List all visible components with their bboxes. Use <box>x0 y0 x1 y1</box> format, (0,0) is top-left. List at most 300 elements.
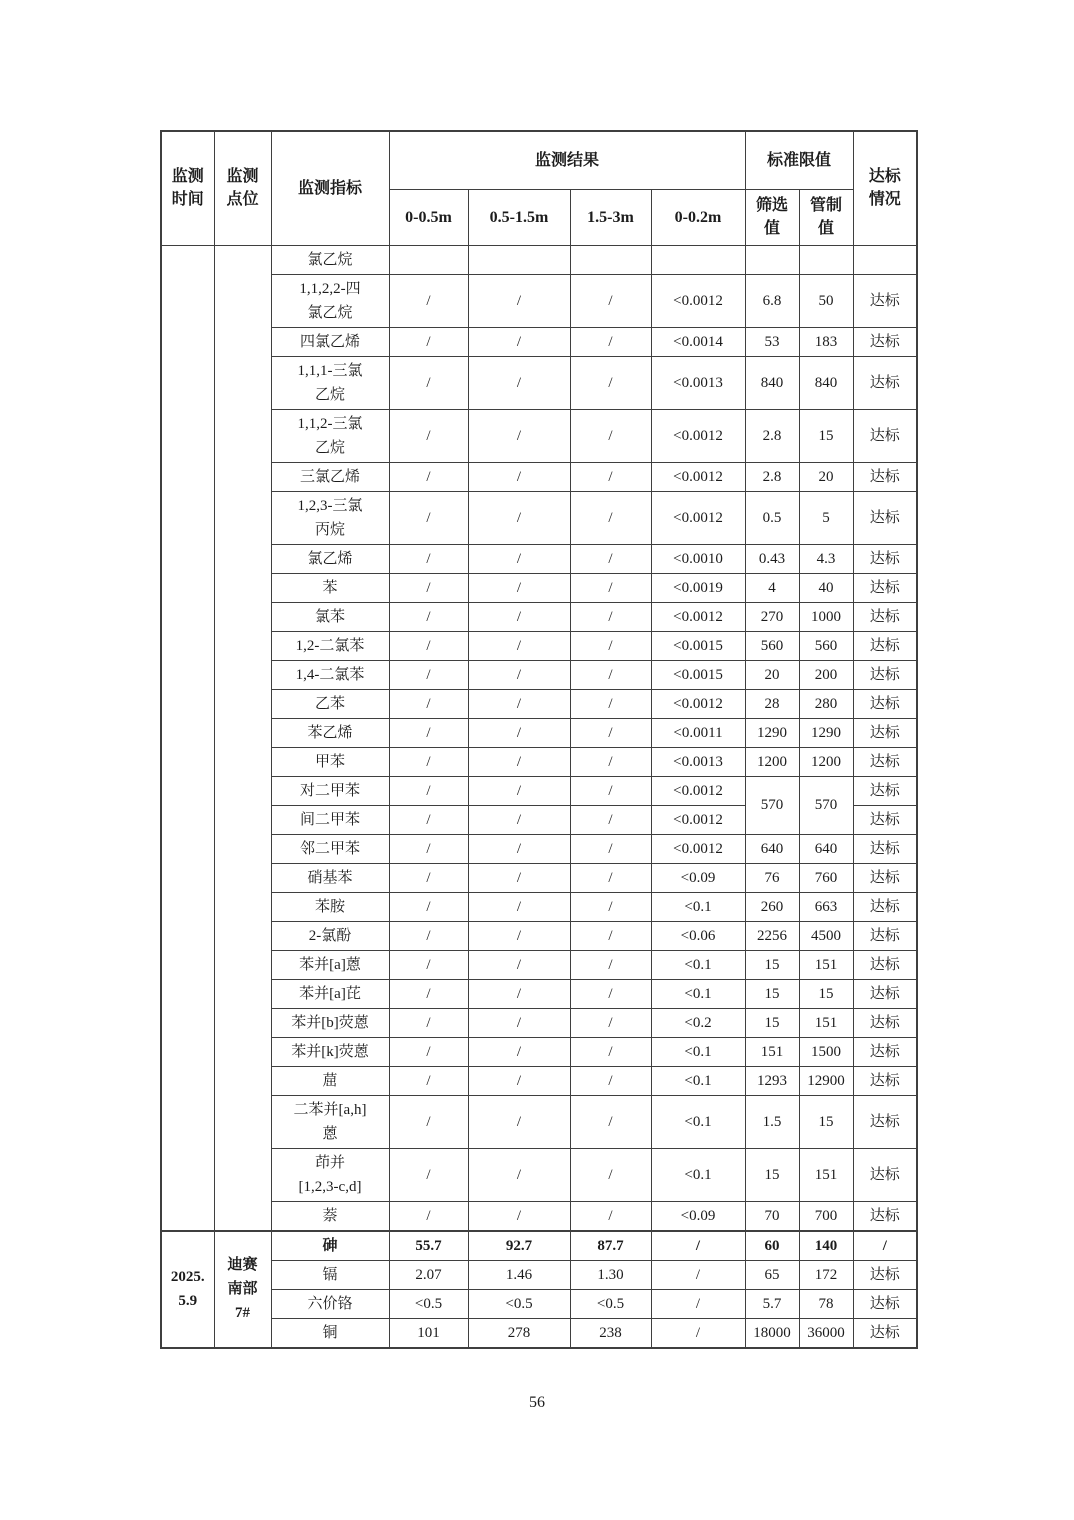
result-cell: / <box>468 921 570 950</box>
result-cell: / <box>389 409 468 462</box>
result-cell: / <box>389 1066 468 1095</box>
result-cell: / <box>468 356 570 409</box>
compliance-cell: 达标 <box>853 921 917 950</box>
control-cell: 172 <box>799 1260 853 1289</box>
result-cell: / <box>570 544 651 573</box>
control-cell: 760 <box>799 863 853 892</box>
result-cell: / <box>468 1066 570 1095</box>
result-cell: <0.0012 <box>651 462 745 491</box>
result-cell <box>651 245 745 274</box>
table-row <box>161 950 917 979</box>
result-cell: 278 <box>468 1318 570 1348</box>
indicator-cell: 苯乙烯 <box>271 718 389 747</box>
indicator-cell: 砷 <box>271 1231 389 1261</box>
result-cell: / <box>570 1008 651 1037</box>
indicator-cell: 2-氯酚 <box>271 921 389 950</box>
result-cell <box>570 245 651 274</box>
table-row <box>161 573 917 602</box>
control-cell: 560 <box>799 631 853 660</box>
table-row <box>161 1148 917 1201</box>
result-cell: / <box>389 274 468 327</box>
table-row <box>161 245 917 274</box>
table-row <box>161 631 917 660</box>
result-cell: / <box>570 863 651 892</box>
control-cell: 663 <box>799 892 853 921</box>
result-cell: / <box>389 462 468 491</box>
result-cell: / <box>468 1008 570 1037</box>
compliance-cell: 达标 <box>853 1289 917 1318</box>
screening-cell: 1293 <box>745 1066 799 1095</box>
indicator-cell: 镉 <box>271 1260 389 1289</box>
header-depth-1.5-3m: 1.5-3m <box>570 189 651 245</box>
result-cell: <0.0011 <box>651 718 745 747</box>
result-cell: <0.1 <box>651 892 745 921</box>
control-cell: 36000 <box>799 1318 853 1348</box>
result-cell: / <box>389 1008 468 1037</box>
result-cell: / <box>468 274 570 327</box>
control-cell: 15 <box>799 1095 853 1148</box>
result-cell: / <box>389 805 468 834</box>
indicator-cell: 茚并 [1,2,3-c,d] <box>271 1148 389 1201</box>
result-cell: <0.0012 <box>651 805 745 834</box>
result-cell: / <box>570 1066 651 1095</box>
result-cell: / <box>389 631 468 660</box>
result-cell: / <box>570 892 651 921</box>
indicator-cell: 甲苯 <box>271 747 389 776</box>
compliance-cell: 达标 <box>853 892 917 921</box>
screening-cell: 1.5 <box>745 1095 799 1148</box>
indicator-cell: 间二甲苯 <box>271 805 389 834</box>
table-row <box>161 462 917 491</box>
result-cell: <0.0012 <box>651 491 745 544</box>
result-cell: / <box>570 1201 651 1231</box>
compliance-cell: 达标 <box>853 1260 917 1289</box>
table-row <box>161 1066 917 1095</box>
result-cell: <0.0012 <box>651 689 745 718</box>
compliance-cell: 达标 <box>853 979 917 1008</box>
table-body <box>161 245 917 1348</box>
result-cell: / <box>570 979 651 1008</box>
result-cell: / <box>389 689 468 718</box>
result-cell: <0.5 <box>389 1289 468 1318</box>
screening-cell: 15 <box>745 950 799 979</box>
screening-cell: 2.8 <box>745 409 799 462</box>
indicator-cell: 氯乙烯 <box>271 544 389 573</box>
result-cell: <0.0010 <box>651 544 745 573</box>
compliance-cell: 达标 <box>853 1148 917 1201</box>
result-cell: / <box>389 834 468 863</box>
result-cell: <0.0012 <box>651 602 745 631</box>
result-cell: / <box>468 689 570 718</box>
control-cell: 140 <box>799 1231 853 1261</box>
header-monitoring-point: 监测 点位 <box>214 131 271 245</box>
monitoring-table <box>160 130 918 1349</box>
control-cell: 40 <box>799 573 853 602</box>
compliance-cell: 达标 <box>853 544 917 573</box>
header-standard-limits: 标准限值 <box>745 131 853 189</box>
header-screening-value: 筛选 值 <box>745 189 799 245</box>
result-cell: <0.0012 <box>651 409 745 462</box>
result-cell: / <box>389 1095 468 1148</box>
indicator-cell: 1,1,1-三氯 乙烷 <box>271 356 389 409</box>
result-cell: / <box>570 660 651 689</box>
result-cell: 55.7 <box>389 1231 468 1261</box>
indicator-cell: 氯苯 <box>271 602 389 631</box>
result-cell: <0.0013 <box>651 747 745 776</box>
result-cell: / <box>570 689 651 718</box>
screening-cell: 5.7 <box>745 1289 799 1318</box>
screening-cell: 260 <box>745 892 799 921</box>
result-cell: <0.1 <box>651 1148 745 1201</box>
result-cell <box>468 245 570 274</box>
control-cell: 151 <box>799 1148 853 1201</box>
control-cell: 151 <box>799 1008 853 1037</box>
screening-cell: 15 <box>745 1008 799 1037</box>
result-cell: / <box>570 274 651 327</box>
table-row <box>161 1095 917 1148</box>
compliance-cell <box>853 245 917 274</box>
compliance-cell: 达标 <box>853 409 917 462</box>
result-cell: / <box>389 544 468 573</box>
page-number: 56 <box>529 1394 545 1411</box>
result-cell: / <box>468 544 570 573</box>
time-cell: 2025. 5.9 <box>161 1231 214 1348</box>
compliance-cell: 达标 <box>853 1008 917 1037</box>
result-cell: / <box>389 602 468 631</box>
result-cell: 92.7 <box>468 1231 570 1261</box>
compliance-cell: 达标 <box>853 631 917 660</box>
result-cell: 87.7 <box>570 1231 651 1261</box>
result-cell: / <box>389 327 468 356</box>
indicator-cell: 三氯乙烯 <box>271 462 389 491</box>
result-cell: <0.5 <box>570 1289 651 1318</box>
table-row <box>161 544 917 573</box>
compliance-cell: 达标 <box>853 356 917 409</box>
table-row <box>161 892 917 921</box>
screening-cell: 18000 <box>745 1318 799 1348</box>
control-cell: 1000 <box>799 602 853 631</box>
table-row <box>161 689 917 718</box>
compliance-cell: 达标 <box>853 747 917 776</box>
result-cell: <0.2 <box>651 1008 745 1037</box>
result-cell: / <box>389 1201 468 1231</box>
point-cell <box>214 245 271 1231</box>
result-cell: <0.0013 <box>651 356 745 409</box>
control-cell: 183 <box>799 327 853 356</box>
table-row <box>161 660 917 689</box>
compliance-cell: 达标 <box>853 1037 917 1066</box>
indicator-cell: 苯并[k]荧蒽 <box>271 1037 389 1066</box>
control-cell: 20 <box>799 462 853 491</box>
table-row <box>161 921 917 950</box>
header-compliance: 达标 情况 <box>853 131 917 245</box>
result-cell: / <box>468 1037 570 1066</box>
indicator-cell: 邻二甲苯 <box>271 834 389 863</box>
result-cell: / <box>570 834 651 863</box>
screening-cell: 15 <box>745 979 799 1008</box>
result-cell: / <box>468 805 570 834</box>
result-cell: <0.0019 <box>651 573 745 602</box>
control-cell: 15 <box>799 979 853 1008</box>
result-cell: / <box>468 747 570 776</box>
control-cell: 280 <box>799 689 853 718</box>
table-row <box>161 409 917 462</box>
screening-cell: 570 <box>745 776 799 834</box>
result-cell: <0.0012 <box>651 834 745 863</box>
table-header <box>161 131 917 245</box>
result-cell: <0.1 <box>651 1095 745 1148</box>
indicator-cell: 1,1,2-三氯 乙烷 <box>271 409 389 462</box>
indicator-cell: 䓛 <box>271 1066 389 1095</box>
result-cell: / <box>389 776 468 805</box>
table-row <box>161 274 917 327</box>
result-cell: / <box>570 1095 651 1148</box>
result-cell: <0.0012 <box>651 274 745 327</box>
table-row <box>161 834 917 863</box>
screening-cell: 65 <box>745 1260 799 1289</box>
result-cell: / <box>468 776 570 805</box>
header-control-value: 管制 值 <box>799 189 853 245</box>
compliance-cell: 达标 <box>853 1095 917 1148</box>
screening-cell: 151 <box>745 1037 799 1066</box>
result-cell: / <box>468 462 570 491</box>
result-cell: / <box>570 921 651 950</box>
result-cell: / <box>468 718 570 747</box>
table-row <box>161 863 917 892</box>
screening-cell: 60 <box>745 1231 799 1261</box>
screening-cell: 2256 <box>745 921 799 950</box>
control-cell: 50 <box>799 274 853 327</box>
result-cell: / <box>468 491 570 544</box>
result-cell: / <box>389 573 468 602</box>
table-row <box>161 1037 917 1066</box>
compliance-cell: 达标 <box>853 718 917 747</box>
compliance-cell: / <box>853 1231 917 1261</box>
screening-cell: 640 <box>745 834 799 863</box>
result-cell: / <box>651 1231 745 1261</box>
result-cell: / <box>468 602 570 631</box>
indicator-cell: 二苯并[a,h] 蒽 <box>271 1095 389 1148</box>
result-cell: / <box>389 892 468 921</box>
indicator-cell: 1,2,3-三氯 丙烷 <box>271 491 389 544</box>
result-cell: / <box>468 1095 570 1148</box>
result-cell: / <box>389 660 468 689</box>
result-cell: / <box>468 327 570 356</box>
result-cell: / <box>389 718 468 747</box>
table-row <box>161 491 917 544</box>
result-cell: / <box>651 1318 745 1348</box>
result-cell: / <box>389 747 468 776</box>
result-cell: / <box>570 356 651 409</box>
result-cell: 1.30 <box>570 1260 651 1289</box>
result-cell: / <box>468 660 570 689</box>
screening-cell: 76 <box>745 863 799 892</box>
result-cell: <0.09 <box>651 863 745 892</box>
table-row <box>161 776 917 805</box>
result-cell: / <box>389 950 468 979</box>
indicator-cell: 萘 <box>271 1201 389 1231</box>
result-cell: / <box>468 979 570 1008</box>
result-cell: / <box>389 356 468 409</box>
compliance-cell: 达标 <box>853 776 917 805</box>
screening-cell: 6.8 <box>745 274 799 327</box>
result-cell: <0.1 <box>651 979 745 1008</box>
result-cell: / <box>468 863 570 892</box>
result-cell: / <box>389 979 468 1008</box>
result-cell: / <box>468 892 570 921</box>
compliance-cell: 达标 <box>853 863 917 892</box>
table-row <box>161 1318 917 1348</box>
screening-cell: 53 <box>745 327 799 356</box>
control-cell: 200 <box>799 660 853 689</box>
control-cell: 1200 <box>799 747 853 776</box>
control-cell: 700 <box>799 1201 853 1231</box>
result-cell: / <box>570 776 651 805</box>
header-depth-0.5-1.5m: 0.5-1.5m <box>468 189 570 245</box>
compliance-cell: 达标 <box>853 462 917 491</box>
result-cell: / <box>570 462 651 491</box>
control-cell: 840 <box>799 356 853 409</box>
table-row <box>161 1201 917 1231</box>
screening-cell: 1290 <box>745 718 799 747</box>
screening-cell: 1200 <box>745 747 799 776</box>
result-cell: <0.0012 <box>651 776 745 805</box>
result-cell: / <box>468 573 570 602</box>
point-cell: 迪赛 南部 7# <box>214 1231 271 1348</box>
result-cell: / <box>570 805 651 834</box>
result-cell: / <box>389 921 468 950</box>
result-cell: / <box>570 602 651 631</box>
result-cell: <0.06 <box>651 921 745 950</box>
result-cell: / <box>570 631 651 660</box>
screening-cell: 0.5 <box>745 491 799 544</box>
control-cell: 570 <box>799 776 853 834</box>
result-cell: / <box>570 1148 651 1201</box>
indicator-cell: 乙苯 <box>271 689 389 718</box>
indicator-cell: 六价铬 <box>271 1289 389 1318</box>
table-row <box>161 1008 917 1037</box>
screening-cell: 840 <box>745 356 799 409</box>
result-cell: <0.1 <box>651 1037 745 1066</box>
header-monitoring-results: 监测结果 <box>389 131 745 189</box>
time-cell <box>161 245 214 1231</box>
table-row <box>161 1231 917 1261</box>
screening-cell: 15 <box>745 1148 799 1201</box>
result-cell: <0.09 <box>651 1201 745 1231</box>
indicator-cell: 苯胺 <box>271 892 389 921</box>
indicator-cell: 1,4-二氯苯 <box>271 660 389 689</box>
control-cell <box>799 245 853 274</box>
result-cell: / <box>468 950 570 979</box>
control-cell: 4500 <box>799 921 853 950</box>
compliance-cell: 达标 <box>853 1201 917 1231</box>
compliance-cell: 达标 <box>853 805 917 834</box>
compliance-cell: 达标 <box>853 602 917 631</box>
screening-cell: 270 <box>745 602 799 631</box>
result-cell: / <box>570 747 651 776</box>
result-cell: / <box>570 718 651 747</box>
result-cell: / <box>570 327 651 356</box>
compliance-cell: 达标 <box>853 1318 917 1348</box>
indicator-cell: 1,2-二氯苯 <box>271 631 389 660</box>
header-depth-0-0.2m: 0-0.2m <box>651 189 745 245</box>
result-cell: <0.0015 <box>651 660 745 689</box>
result-cell: / <box>468 631 570 660</box>
result-cell: / <box>468 1201 570 1231</box>
result-cell: 238 <box>570 1318 651 1348</box>
header-monitoring-indicator: 监测指标 <box>271 131 389 245</box>
compliance-cell: 达标 <box>853 274 917 327</box>
result-cell: 2.07 <box>389 1260 468 1289</box>
control-cell: 78 <box>799 1289 853 1318</box>
screening-cell: 4 <box>745 573 799 602</box>
table-row <box>161 979 917 1008</box>
table-row <box>161 1289 917 1318</box>
result-cell: 1.46 <box>468 1260 570 1289</box>
result-cell: / <box>389 1037 468 1066</box>
table-row <box>161 1260 917 1289</box>
compliance-cell: 达标 <box>853 689 917 718</box>
compliance-cell: 达标 <box>853 327 917 356</box>
control-cell: 15 <box>799 409 853 462</box>
control-cell: 12900 <box>799 1066 853 1095</box>
result-cell: / <box>389 491 468 544</box>
result-cell: / <box>570 409 651 462</box>
result-cell: / <box>570 491 651 544</box>
compliance-cell: 达标 <box>853 950 917 979</box>
indicator-cell: 对二甲苯 <box>271 776 389 805</box>
result-cell: / <box>389 863 468 892</box>
result-cell: <0.5 <box>468 1289 570 1318</box>
table-row <box>161 747 917 776</box>
indicator-cell: 苯并[a]蒽 <box>271 950 389 979</box>
table-row <box>161 602 917 631</box>
screening-cell: 70 <box>745 1201 799 1231</box>
result-cell: 101 <box>389 1318 468 1348</box>
result-cell: / <box>389 1148 468 1201</box>
result-cell: <0.1 <box>651 950 745 979</box>
control-cell: 5 <box>799 491 853 544</box>
compliance-cell: 达标 <box>853 660 917 689</box>
indicator-cell: 1,1,2,2-四 氯乙烷 <box>271 274 389 327</box>
indicator-cell: 铜 <box>271 1318 389 1348</box>
header-monitoring-time: 监测 时间 <box>161 131 214 245</box>
result-cell: <0.1 <box>651 1066 745 1095</box>
screening-cell: 28 <box>745 689 799 718</box>
control-cell: 151 <box>799 950 853 979</box>
indicator-cell: 苯并[a]芘 <box>271 979 389 1008</box>
header-depth-0-0.5m: 0-0.5m <box>389 189 468 245</box>
result-cell: <0.0015 <box>651 631 745 660</box>
screening-cell: 20 <box>745 660 799 689</box>
compliance-cell: 达标 <box>853 1066 917 1095</box>
compliance-cell: 达标 <box>853 573 917 602</box>
compliance-cell: 达标 <box>853 834 917 863</box>
indicator-cell: 苯 <box>271 573 389 602</box>
screening-cell: 560 <box>745 631 799 660</box>
result-cell <box>389 245 468 274</box>
result-cell: / <box>651 1289 745 1318</box>
screening-cell: 2.8 <box>745 462 799 491</box>
compliance-cell: 达标 <box>853 491 917 544</box>
result-cell: / <box>570 1037 651 1066</box>
result-cell: / <box>468 409 570 462</box>
result-cell: / <box>570 573 651 602</box>
indicator-cell: 四氯乙烯 <box>271 327 389 356</box>
indicator-cell: 硝基苯 <box>271 863 389 892</box>
screening-cell <box>745 245 799 274</box>
table-row <box>161 718 917 747</box>
